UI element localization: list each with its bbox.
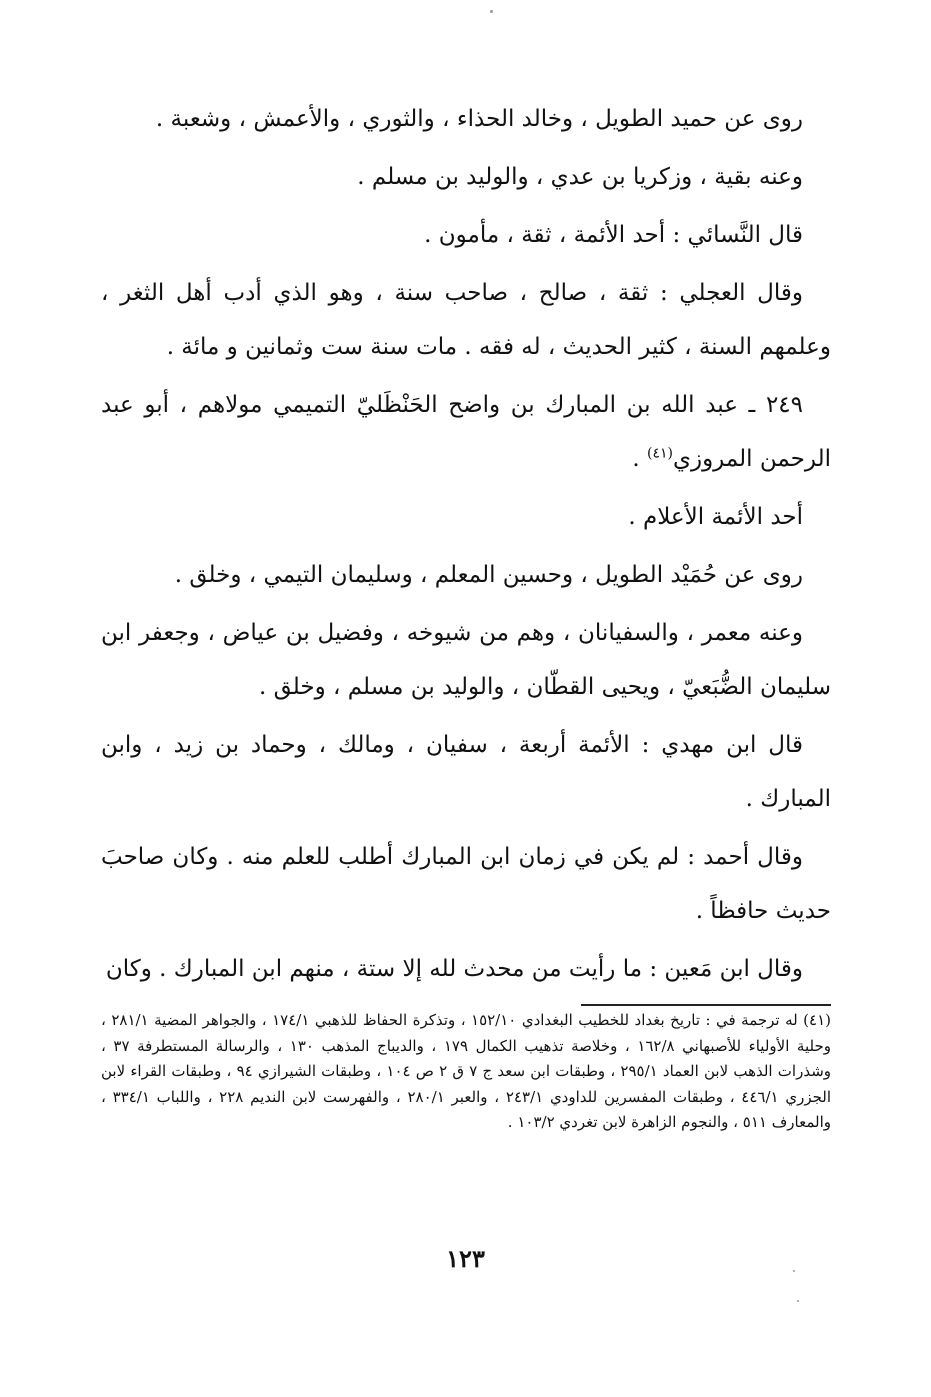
- paragraph: روى عن حميد الطويل ، وخالد الحذاء ، والثوري ، والأعمش ، وشعبة .: [155, 106, 803, 132]
- footnote-reference: (٤١): [646, 445, 673, 462]
- paragraph: وقال أحمد : لم يكن في زمان ابن المبارك أطلب للعلم منه . وكان صاحبَ حديث حافظاً .: [101, 844, 831, 924]
- scan-speck: [490, 10, 493, 13]
- paragraph: وقال ابن مَعين : ما رأيت من محدث لله إلا ستة ، منهم ابن المبارك . وكان: [105, 956, 803, 982]
- paragraph: روى عن حُمَيْد الطويل ، وحسين المعلم ، وسليمان التيمي ، وخلق .: [174, 562, 803, 588]
- entry-text: ٢٤٩ ـ عبد الله بن المبارك بن واضح الحَنْظَليّ التميمي مولاهم ، أبو عبد الرحمن المروزي: [101, 392, 831, 472]
- footnote: (٤١) له ترجمة في : تاريخ بغداد للخطيب البغدادي ١٥٢/١٠ ، وتذكرة الحفاظ للذهبي ١٧٤/١ ، والجواهر المضية ٢٨١/١ ، وحلية الأولياء للأصبهاني ١٦٢/٨ ، وخلاصة تذهيب الكمال ١٧٩ ، والديباج المذهب ١٣٠ ، والرسالة المستطرفة ٣٧ ، وشذرات الذهب لابن العماد ٢٩٥/١ ، وطبقات ابن سعد ج ٧ ق ٢ ص ١٠٤ ، وطبقات الشيرازي ٩٤ ، وطبقات القراء لابن الجزري ٤٤٦/١ ، وطبقات المفسرين للداودي ٢٤٣/١ ، والعبر ٢٨٠/١ ، والفهرست لابن النديم ٢٢٨ ، واللباب ٣٣٤/١ ، والمعارف ٥١١ ، والنجوم الزاهرة لابن تغردي ١٠٣/٢ .: [101, 1011, 832, 1131]
- footnotes: [101, 1008, 831, 1136]
- footnote-separator: [581, 1004, 831, 1006]
- paragraph: قال ابن مهدي : الأئمة أربعة ، سفيان ، ومالك ، وحماد بن زيد ، وابن المبارك .: [101, 732, 831, 812]
- scan-speck: [793, 1270, 795, 1272]
- scan-speck: [797, 1300, 799, 1302]
- paragraph: قال النَّسائي : أحد الأئمة ، ثقة ، مأمون .: [424, 222, 803, 248]
- main-text: [101, 92, 831, 1000]
- paragraph: أحد الأئمة الأعلام .: [628, 504, 803, 530]
- page-number: ١٢٣: [446, 1244, 485, 1273]
- entry-end: .: [632, 446, 647, 472]
- entry-heading: [101, 378, 831, 486]
- paragraph: وقال العجلي : ثقة ، صالح ، صاحب سنة ، وهو الذي أدب أهل الثغر ، وعلمهم السنة ، كثير الحديث ، له فقه . مات سنة ست وثمانين و مائة .: [101, 280, 831, 360]
- paragraph: وعنه بقية ، وزكريا بن عدي ، والوليد بن مسلم .: [357, 164, 803, 190]
- paragraph: وعنه معمر ، والسفيانان ، وهم من شيوخه ، وفضيل بن عياض ، وجعفر ابن سليمان الضُّبَعيّ ، ويحيى القطّان ، والوليد بن مسلم ، وخلق .: [101, 620, 831, 700]
